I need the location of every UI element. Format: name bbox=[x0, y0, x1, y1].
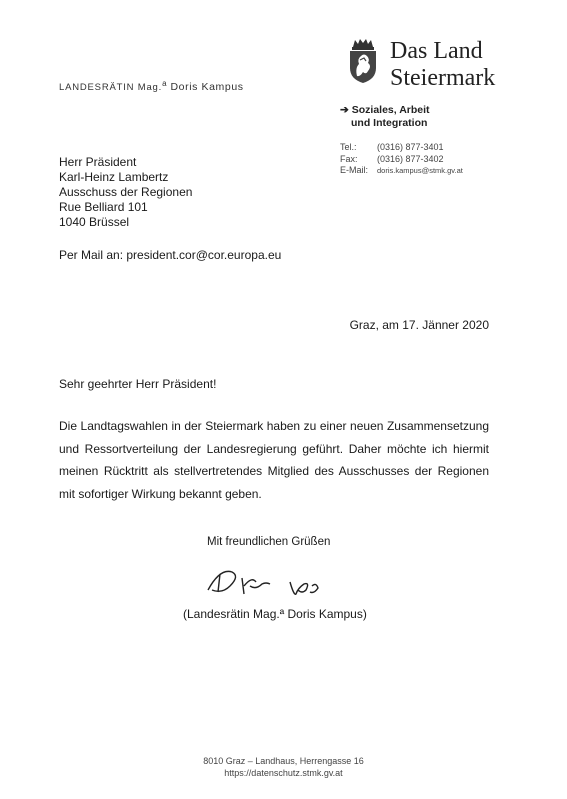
department bbox=[340, 104, 430, 130]
recipient-address bbox=[59, 155, 192, 230]
salutation: Sehr geehrter Herr Präsident! bbox=[59, 377, 217, 391]
per-mail-line: Per Mail an: president.cor@cor.europa.eu bbox=[59, 248, 282, 262]
footer-address: 8010 Graz – Landhaus, Herrengasse 16 bbox=[203, 756, 364, 766]
signer-name: (Landesrätin Mag.ª Doris Kampus) bbox=[183, 607, 367, 621]
footer-privacy-link: https://datenschutz.stmk.gv.at bbox=[224, 768, 343, 778]
sender-role-suffix: a bbox=[162, 79, 168, 88]
signature-icon bbox=[200, 560, 330, 600]
footer bbox=[0, 755, 567, 779]
recipient-line-4: Rue Belliard 101 bbox=[59, 200, 148, 214]
email-label: E-Mail: bbox=[340, 165, 369, 175]
recipient-line-1: Herr Präsident bbox=[59, 155, 137, 169]
brand-line-1: Das Land bbox=[390, 38, 483, 64]
sender-role: LANDESRÄTIN Mag. bbox=[59, 82, 163, 94]
closing: Mit freundlichen Grüßen bbox=[207, 536, 331, 548]
arrow-icon: ➔ bbox=[340, 104, 349, 116]
body-paragraph: Die Landtagswahlen in der Steiermark haben zu einer neuen Zusammensetzung und Ressortverteilung der Landesregierung geführt. Daher möchte ich hiermit meinen Rücktritt als stellvertretendes Mitglied des Ausschusses der Regionen mit sofortiger Wirkung bekannt geben. bbox=[59, 419, 489, 501]
department-line-1: Soziales, Arbeit bbox=[351, 104, 430, 116]
brand-line-2: Steiermark bbox=[390, 65, 496, 91]
recipient-line-5: 1040 Brüssel bbox=[59, 215, 130, 229]
tel-value: (0316) 877-3401 bbox=[377, 142, 444, 152]
fax-label: Fax: bbox=[340, 153, 358, 164]
tel-label: Tel.: bbox=[340, 142, 357, 152]
coat-of-arms-icon bbox=[346, 38, 380, 84]
sender-name: Doris Kampus bbox=[170, 81, 244, 94]
sender-line bbox=[59, 79, 244, 93]
recipient-line-2: Karl-Heinz Lambertz bbox=[59, 170, 169, 184]
recipient-line-3: Ausschuss der Regionen bbox=[59, 185, 193, 199]
brand-logo-text bbox=[390, 38, 495, 92]
department-line-2: und Integration bbox=[351, 117, 428, 129]
fax-value: (0316) 877-3402 bbox=[377, 153, 444, 164]
email-value: doris.kampus@stmk.gv.at bbox=[377, 166, 463, 175]
contact-block bbox=[340, 142, 463, 177]
date-line: Graz, am 17. Jänner 2020 bbox=[349, 318, 489, 332]
